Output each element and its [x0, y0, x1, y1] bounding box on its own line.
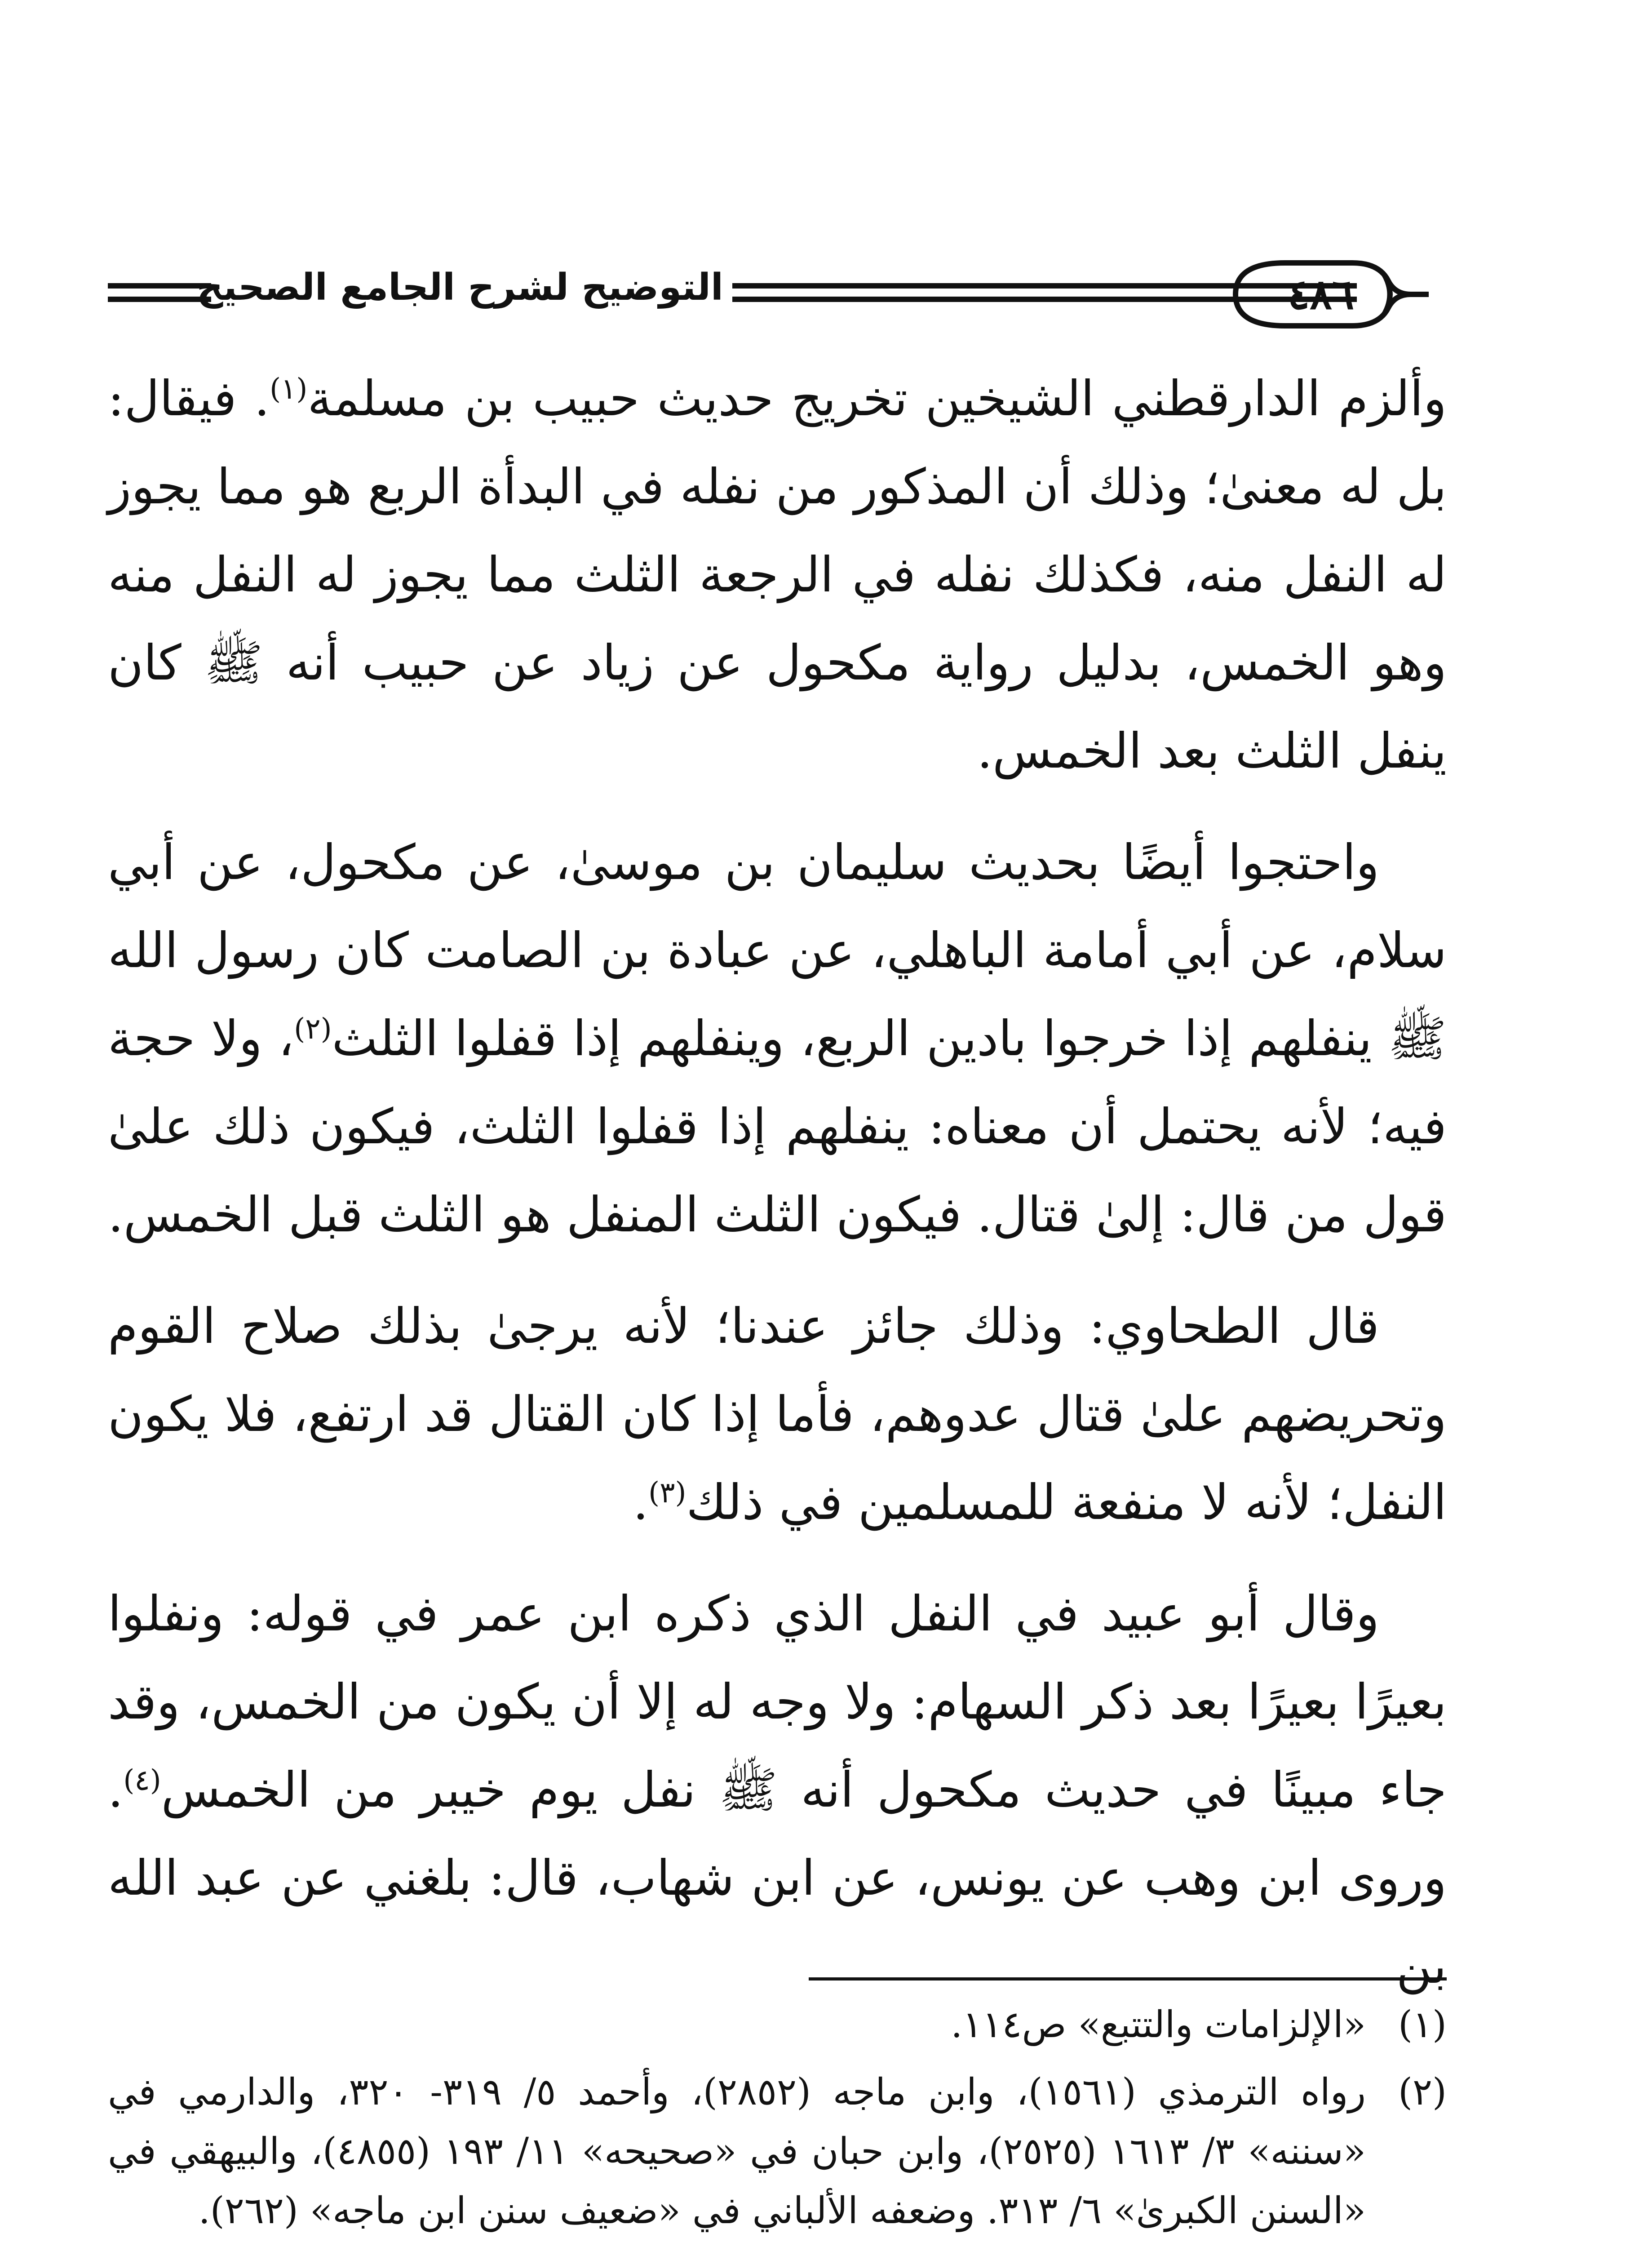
footnote-divider	[809, 1977, 1447, 1981]
text-run: وقال أبو عبيد في النفل الذي ذكره ابن عمر في قوله: ونفلوا بعيرًا بعيرًا بعد ذكر السهام: ولا وجه له إلا أن يكون من الخمس، وقد جاء مبينًا في حديث مكحول أنه ﷺ نفل يوم خيبر من الخمس	[108, 1586, 1447, 1818]
main-text	[108, 355, 1447, 2034]
footnote-ref-4[interactable]: (٤)	[123, 1764, 161, 1797]
paragraph-2	[108, 819, 1447, 1259]
footnotes	[108, 1995, 1447, 2247]
text-run: ، ولا حجة فيه؛ لأنه يحتمل أن معناه: ينفلهم إذا قفلوا الثلث، فيكون ذلك علىٰ قول من قال: إلىٰ قتال. فيكون الثلث المنفل هو الثلث قبل الخمس.	[108, 1011, 1447, 1243]
running-header	[108, 234, 1447, 351]
paragraph-1	[108, 355, 1447, 795]
text-run: . وروى ابن وهب عن يونس، عن ابن شهاب، قال: بلغني عن عبد الله بن	[108, 1762, 1447, 1994]
footnote-text: رواه الترمذي (١٥٦١)، وابن ماجه (٢٨٥٢)، وأحمد ٥/ ٣١٩- ٣٢٠، والدارمي في «سننه» ٣/ ١٦١٣ (٢٥٢٥)، وابن حبان في «صحيحه» ١١/ ١٩٣ (٤٨٥٥)، والبيهقي في «السنن الكبرىٰ» ٦/ ٣١٣. وضعفه الألباني في «ضعيف سنن ابن ماجه» (٢٦٢).	[108, 2071, 1366, 2232]
text-run: قال الطحاوي: وذلك جائز عندنا؛ لأنه يرجىٰ بذلك صلاح القوم وتحريضهم علىٰ قتال عدوهم، فأما إذا كان القتال قد ارتفع، فلا يكون النفل؛ لأنه لا منفعة للمسلمين في ذلك	[108, 1298, 1447, 1531]
book-title: التوضيح لشرح الجامع الصحيح	[196, 266, 723, 309]
footnote-number: (٢)	[1398, 2071, 1447, 2114]
footnote-ref-2[interactable]: (٢)	[294, 1012, 332, 1046]
footnote-2	[108, 2063, 1447, 2241]
text-run: وألزم الدارقطني الشيخين تخريج حديث حبيب بن مسلمة	[307, 371, 1447, 427]
paragraph-3	[108, 1283, 1447, 1547]
footnote-number: (١)	[1398, 2003, 1447, 2046]
footnote-ref-3[interactable]: (٣)	[648, 1476, 686, 1510]
footnote-ref-1[interactable]: (١)	[270, 373, 308, 406]
page-number-badge	[1218, 254, 1429, 335]
text-run: واحتجوا أيضًا بحديث سليمان بن موسىٰ، عن مكحول، عن أبي سلام، عن أبي أمامة الباهلي، عن عبادة بن الصامت كان رسول الله ﷺ ينفلهم إذا خرجوا بادين الربع، وينفلهم إذا قفلوا الثلث	[108, 835, 1447, 1067]
footnote-text: «الإلزامات والتتبع» ص١١٤.	[951, 2003, 1366, 2046]
text-run: . فيقال: بل له معنىٰ؛ وذلك أن المذكور من نفله في البدأة الربع هو مما يجوز له النفل منه، فكذلك نفله في الرجعة الثلث مما يجوز له النفل منه وهو الخمس، بدليل رواية مكحول عن زياد عن حبيب أنه ﷺ كان ينفل الثلث بعد الخمس.	[108, 371, 1447, 779]
page-number: ٤٨٦	[1287, 270, 1355, 319]
header-rule-left	[108, 283, 211, 289]
footnote-1	[108, 1995, 1447, 2055]
text-run: .	[633, 1474, 649, 1531]
paragraph-4	[108, 1570, 1447, 2011]
